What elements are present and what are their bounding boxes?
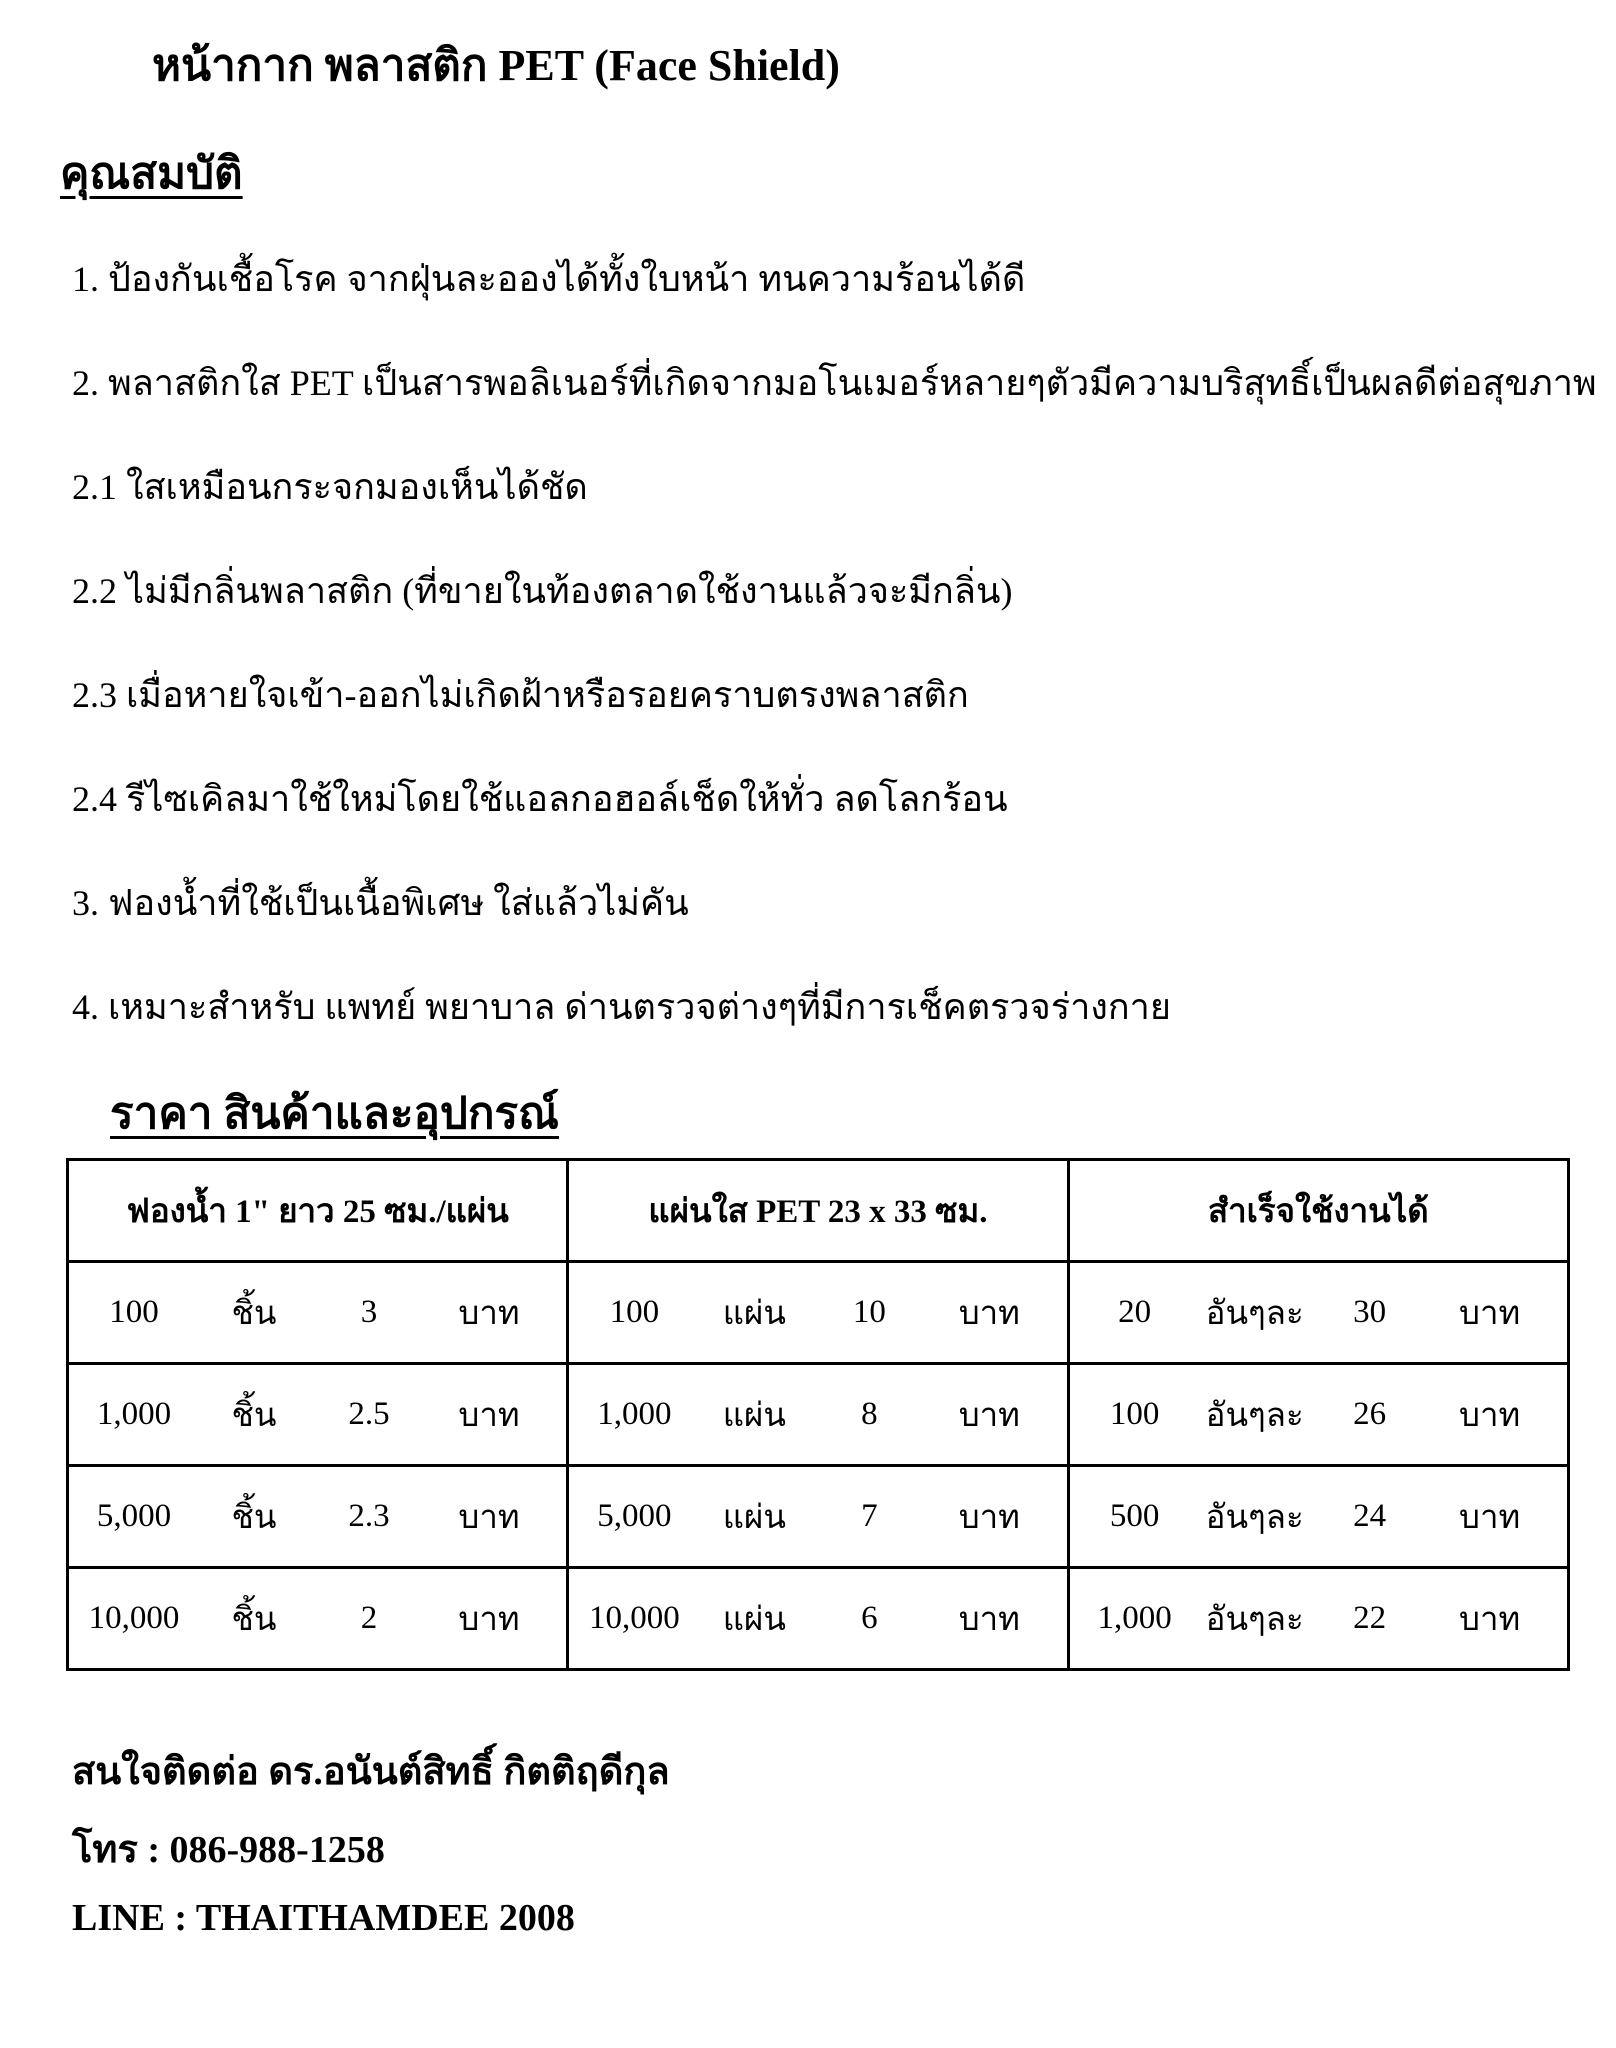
column-header-finished-shield: สำเร็จใช้งานได้ bbox=[1068, 1160, 1568, 1262]
unit: แผ่น bbox=[722, 1398, 786, 1434]
price-cell-finished-shield bbox=[1068, 1262, 1568, 1364]
quantity: 1,000 bbox=[597, 1396, 672, 1432]
price-table bbox=[66, 1158, 1570, 1671]
property-item-2: 2. พลาสติกใส PET เป็นสารพอลิเนอร์ที่เกิดจากมอโนเมอร์หลายๆตัวมีความบริสุทธิ์เป็นผลดีต่อสุขภาพ bbox=[72, 363, 1597, 403]
quantity: 5,000 bbox=[96, 1498, 172, 1534]
unit-price: 2 bbox=[360, 1600, 378, 1636]
unit-price: 22 bbox=[1353, 1600, 1387, 1636]
unit: อันๆละ bbox=[1205, 1296, 1304, 1332]
price-row bbox=[68, 1262, 1569, 1364]
column-header-pet-sheet: แผ่นใส PET 23 x 33 ซม. bbox=[568, 1160, 1068, 1262]
quantity: 500 bbox=[1109, 1498, 1160, 1534]
unit-price: 30 bbox=[1353, 1294, 1387, 1330]
unit: อันๆละ bbox=[1205, 1602, 1304, 1638]
price-cell-finished-shield bbox=[1068, 1568, 1568, 1670]
currency: บาท bbox=[458, 1398, 520, 1434]
unit-price: 6 bbox=[861, 1600, 878, 1636]
property-item-2-3: 2.3 เมื่อหายใจเข้า-ออกไม่เกิดฝ้าหรือรอยคราบตรงพลาสติก bbox=[72, 675, 969, 715]
currency: บาท bbox=[958, 1602, 1020, 1638]
unit-price: 24 bbox=[1353, 1498, 1387, 1534]
unit: แผ่น bbox=[722, 1500, 786, 1536]
price-cell-content bbox=[69, 1365, 566, 1464]
price-cell-foam bbox=[68, 1568, 568, 1670]
unit-price: 26 bbox=[1353, 1396, 1387, 1432]
unit: ชิ้น bbox=[231, 1296, 277, 1332]
price-cell-finished-shield bbox=[1068, 1364, 1568, 1466]
price-cell-foam bbox=[68, 1262, 568, 1364]
price-row bbox=[68, 1568, 1569, 1670]
quantity: 100 bbox=[1109, 1396, 1160, 1432]
quantity: 10,000 bbox=[88, 1600, 180, 1636]
currency: บาท bbox=[1459, 1296, 1521, 1332]
unit: แผ่น bbox=[722, 1602, 786, 1638]
quantity: 1,000 bbox=[1097, 1600, 1172, 1636]
price-cell-pet-sheet bbox=[568, 1262, 1068, 1364]
price-cell-finished-shield bbox=[1068, 1466, 1568, 1568]
unit: ชิ้น bbox=[231, 1500, 277, 1536]
currency: บาท bbox=[458, 1602, 520, 1638]
column-header-foam: ฟองน้ำ 1" ยาว 25 ซม./แผ่น bbox=[68, 1160, 568, 1262]
price-cell-pet-sheet bbox=[568, 1364, 1068, 1466]
price-cell-content bbox=[69, 1467, 566, 1566]
unit: ชิ้น bbox=[231, 1398, 277, 1434]
property-item-4: 4. เหมาะสำหรับ แพทย์ พยาบาล ด่านตรวจต่างๆที่มีการเช็คตรวจร่างกาย bbox=[72, 987, 1171, 1027]
unit-price: 3 bbox=[360, 1294, 378, 1330]
currency: บาท bbox=[1459, 1398, 1521, 1434]
price-cell-foam bbox=[68, 1364, 568, 1466]
price-cell-content bbox=[69, 1263, 566, 1362]
price-cell-content bbox=[569, 1467, 1066, 1566]
pricing-heading: ราคา สินค้าและอุปกรณ์ bbox=[110, 1089, 559, 1138]
property-item-3: 3. ฟองน้ำที่ใช้เป็นเนื้อพิเศษ ใส่แล้วไม่คัน bbox=[72, 883, 689, 923]
price-cell-pet-sheet bbox=[568, 1568, 1068, 1670]
price-cell-content bbox=[569, 1365, 1066, 1464]
price-cell-foam bbox=[68, 1466, 568, 1568]
unit-price: 2.3 bbox=[348, 1498, 390, 1534]
contact-line-id: LINE : THAITHAMDEE 2008 bbox=[72, 1897, 575, 1939]
quantity: 20 bbox=[1118, 1294, 1152, 1330]
currency: บาท bbox=[458, 1296, 520, 1332]
quantity: 100 bbox=[609, 1294, 660, 1330]
property-item-2-1: 2.1 ใสเหมือนกระจกมองเห็นได้ชัด bbox=[72, 467, 588, 507]
currency: บาท bbox=[958, 1500, 1020, 1536]
price-cell-content bbox=[1070, 1569, 1567, 1668]
unit-price: 2.5 bbox=[348, 1396, 390, 1432]
price-cell-content bbox=[569, 1569, 1066, 1668]
unit: อันๆละ bbox=[1205, 1398, 1304, 1434]
price-cell-content bbox=[69, 1569, 566, 1668]
currency: บาท bbox=[1459, 1602, 1521, 1638]
quantity: 10,000 bbox=[588, 1600, 680, 1636]
currency: บาท bbox=[958, 1398, 1020, 1434]
quantity: 1,000 bbox=[96, 1396, 172, 1432]
unit-price: 10 bbox=[852, 1294, 886, 1330]
price-cell-content bbox=[1070, 1263, 1567, 1362]
currency: บาท bbox=[1459, 1500, 1521, 1536]
property-item-2-4: 2.4 รีไซเคิลมาใช้ใหม่โดยใช้แอลกอฮอล์เช็ดให้ทั่ว ลดโลกร้อน bbox=[72, 779, 1008, 819]
price-cell-content bbox=[1070, 1467, 1567, 1566]
unit: แผ่น bbox=[722, 1296, 786, 1332]
currency: บาท bbox=[958, 1296, 1020, 1332]
price-table-header-row bbox=[68, 1160, 1569, 1262]
price-cell-content bbox=[1070, 1365, 1567, 1464]
quantity: 100 bbox=[109, 1294, 159, 1330]
property-item-1: 1. ป้องกันเชื้อโรค จากฝุ่นละอองได้ทั้งใบหน้า ทนความร้อนได้ดี bbox=[72, 259, 1026, 299]
properties-heading: คุณสมบัติ bbox=[60, 149, 243, 198]
price-cell-content bbox=[569, 1263, 1066, 1362]
price-row bbox=[68, 1364, 1569, 1466]
unit: อันๆละ bbox=[1205, 1500, 1304, 1536]
unit: ชิ้น bbox=[231, 1602, 277, 1638]
contact-name: สนใจติดต่อ ดร.อนันต์สิทธิ์ กิตติฤดีกุล bbox=[72, 1751, 670, 1793]
document-title: หน้ากาก พลาสติก PET (Face Shield) bbox=[152, 41, 840, 90]
quantity: 5,000 bbox=[597, 1498, 672, 1534]
contact-phone: โทร : 086-988-1258 bbox=[72, 1829, 385, 1871]
currency: บาท bbox=[458, 1500, 520, 1536]
price-cell-pet-sheet bbox=[568, 1466, 1068, 1568]
unit-price: 7 bbox=[861, 1498, 878, 1534]
property-item-2-2: 2.2 ไม่มีกลิ่นพลาสติก (ที่ขายในท้องตลาดใช้งานแล้วจะมีกลิ่น) bbox=[72, 571, 1013, 611]
unit-price: 8 bbox=[861, 1396, 878, 1432]
price-row bbox=[68, 1466, 1569, 1568]
